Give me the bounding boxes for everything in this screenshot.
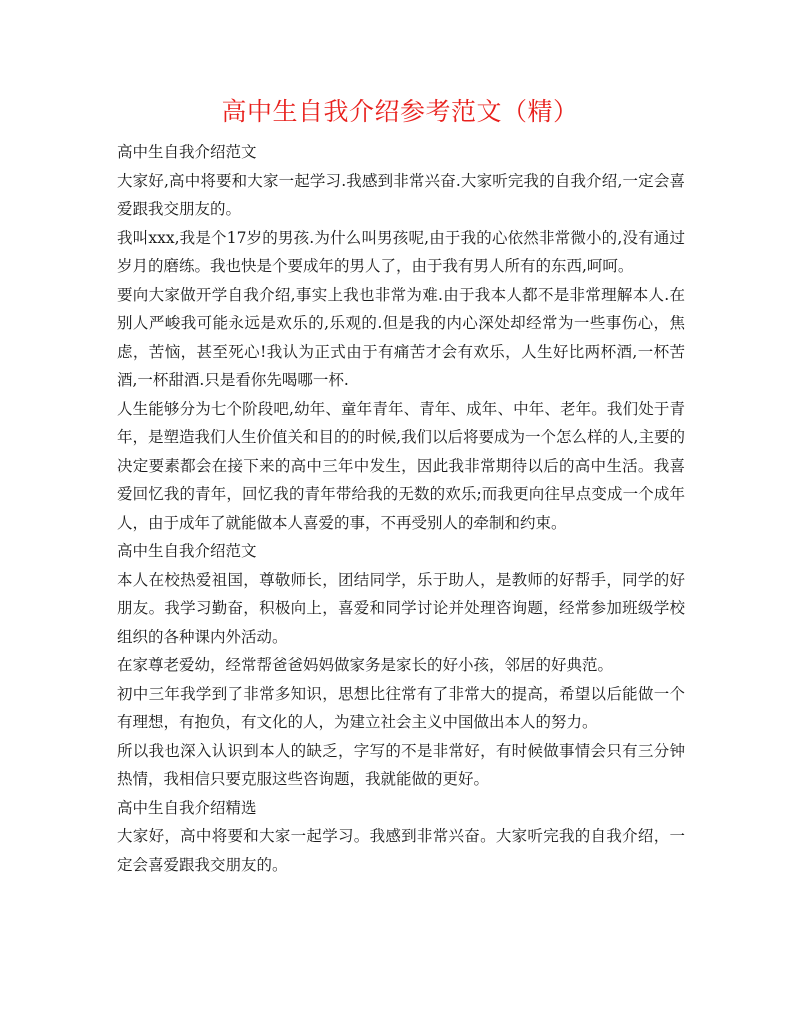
section-heading: 高中生自我介绍范文 bbox=[117, 143, 257, 161]
body-paragraph: 我叫xxx,我是个17岁的男孩.为什么叫男孩呢,由于我的心依然非常微小的,没有通过岁月的磨练。我也快是个要成年的男人了，由于我有男人所有的东西,呵呵。 bbox=[117, 228, 685, 275]
body-paragraph: 大家好,高中将要和大家一起学习.我感到非常兴奋.大家听完我的自我介绍,一定会喜爱跟我交朋友的。 bbox=[117, 171, 685, 218]
body-paragraph: 在家尊老爱幼，经常帮爸爸妈妈做家务是家长的好小孩，邻居的好典范。 bbox=[117, 656, 614, 674]
section-heading: 高中生自我介绍精选 bbox=[117, 798, 257, 817]
body-paragraph: 本人在校热爱祖国，尊敬师长，团结同学，乐于助人，是教师的好帮手，同学的好朋友。我学习勤奋，积极向上，喜爱和同学讨论并处理咨询题，经常参加班级学校组织的各种课内外活动。 bbox=[117, 570, 685, 646]
document-title: 高中生自我介绍参考范文（精） bbox=[221, 97, 579, 126]
body-paragraph: 大家好，高中将要和大家一起学习。我感到非常兴奋。大家听完我的自我介绍，一定会喜爱跟我交朋友的。 bbox=[117, 827, 685, 874]
body-paragraph: 所以我也深入认识到本人的缺乏，字写的不是非常好，有时候做事情会只有三分钟热情，我相信只要克服这些咨询题，我就能做的更好。 bbox=[117, 741, 685, 788]
body-paragraph: 要向大家做开学自我介绍,事实上我也非常为难.由于我本人都不是非常理解本人.在别人严峻我可能永远是欢乐的,乐观的.但是我的内心深处却经常为一些事伤心，焦虑，苦恼，甚至死心!我认为正式由于有痛苦才会有欢乐，人生好比两杯酒,一杯苦酒,一杯甜酒.只是看你先喝哪一杯. bbox=[117, 285, 685, 389]
document-body bbox=[117, 138, 685, 879]
section-heading: 高中生自我介绍范文 bbox=[117, 542, 257, 560]
body-paragraph: 人生能够分为七个阶段吧,幼年、童年青年、青年、成年、中年、老年。我们处于青年，是塑造我们人生价值关和目的的时候,我们以后将要成为一个怎么样的人,主要的决定要素都会在接下来的高中三年中发生，因此我非常期待以后的高中生活。我喜爱回忆我的青年，回忆我的青年带给我的无数的欢乐;而我更向往早点变成一个成年人，由于成年了就能做本人喜爱的事，不再受别人的牵制和约束。 bbox=[117, 399, 685, 532]
body-paragraph: 初中三年我学到了非常多知识，思想比往常有了非常大的提高，希望以后能做一个有理想，有抱负，有文化的人，为建立社会主义中国做出本人的努力。 bbox=[117, 684, 685, 731]
